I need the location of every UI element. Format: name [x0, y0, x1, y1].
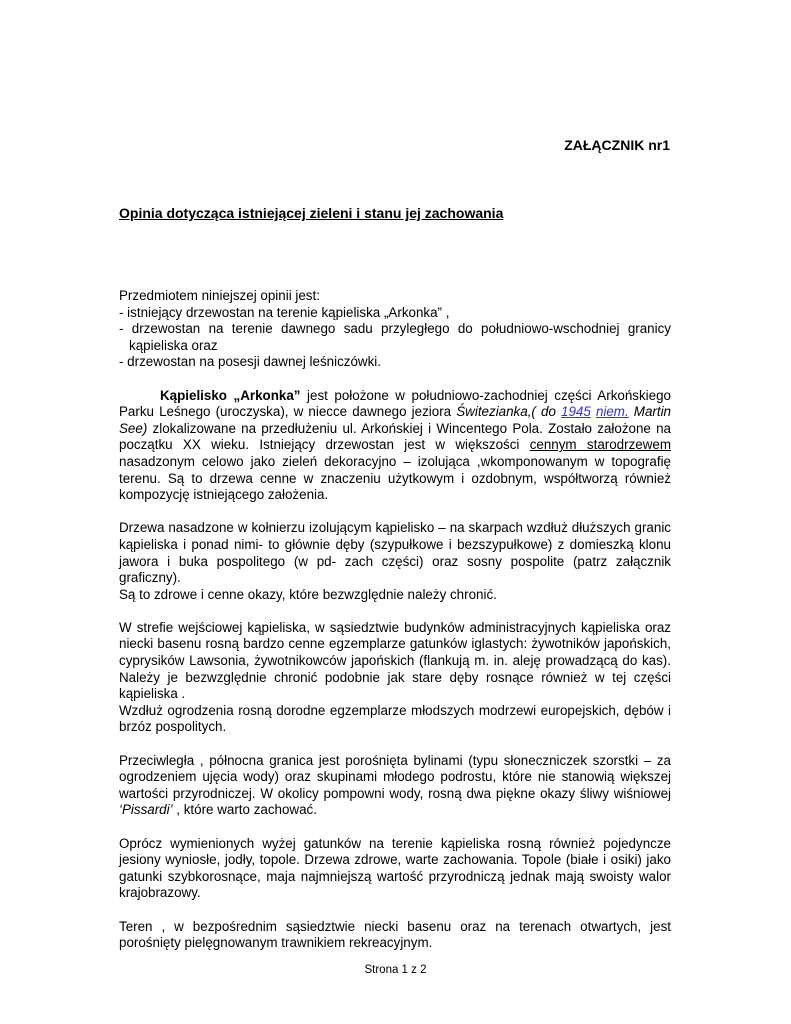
paragraph-text: zlokalizowane na przedłużeniu ul. Arkońskiej i Wincentego Pola. Zostało założone na początku XX wieku. Istniejący drzewostan jest w większości: [119, 420, 671, 453]
paragraph-text: Wzdłuż ogrodzenia rosną dorodne egzemplarze młodszych modrzewi europejskich, dębów i brzóz pospolitych.: [119, 702, 671, 735]
paragraph-text: Są to zdrowe i cenne okazy, które bezwzględnie należy chronić.: [119, 586, 497, 602]
intro-item: - drzewostan na posesji dawnej leśniczówki.: [119, 354, 381, 370]
paragraph-lawn: Teren , w bezpośrednim sąsiedztwie niecki basenu oraz na terenach otwartych, jest porośnięty pielęgnowanym trawnikiem rekreacyjnym.: [119, 918, 671, 951]
paragraph-text: Przeciwległa , północna granica jest porośnięta bylinami (typu słoneczniczek szorstki – za ogrodzeniem ujęcia wody) oraz skupinami młodego podrostu, które nie stanowią większej wartości przyrodniczej. W okolicy pompowni wody, rosną dwa piękne okazy śliwy wiśniowej: [119, 752, 671, 801]
link-niem[interactable]: niem.: [595, 404, 629, 420]
annex-label: ZAŁĄCZNIK nr1: [564, 137, 670, 153]
paragraph-other-species: Oprócz wymienionych wyżej gatunków na terenie kąpieliska rosną również pojedyncze jesiony wyniosłe, jodły, topole. Drzewa zdrowe, warte zachowania. Topole (białe i osiki) jako gatunki szybkorosnące, maja najmniejszą wartość przyrodniczą jednak mają swoisty walor krajobrazowy.: [119, 835, 671, 901]
lake-german-name: Martin See): [119, 404, 672, 436]
document-title: Opinia dotycząca istniejącej zieleni i stanu jej zachowania: [119, 205, 504, 221]
intro-section: [119, 288, 671, 371]
cultivar-name: ‘Pissardi’: [119, 802, 173, 818]
paragraph-text: jest położone w południowo-zachodniej części Arkońskiego Parku Leśnego (uroczyska), w niecce dawnego jeziora: [119, 387, 671, 420]
paragraph-text: W strefie wejściowej kąpieliska, w sąsiedztwie budynków administracyjnych kąpieliska oraz niecki basenu rosną bardzo cenne egzemplarze gatunków iglastych: żywotników japońskich, cyprysików Lawsonia, żywotnikowców japońskich (flankują m. in. aleję prowadzącą do kas). Należy je bezwzględnie chronić podobnie jak stare dęby rosnące również w tej części kąpieliska .: [119, 619, 671, 702]
arkonka-heading: Kąpielisko „Arkonka”: [160, 387, 301, 403]
intro-item: - istniejący drzewostan na terenie kąpieliska „Arkonka” ,: [119, 304, 450, 320]
underlined-phrase: cennym starodrzewem: [529, 437, 671, 453]
intro-item: - drzewostan na terenie dawnego sadu przyległego do południowo-wschodniej granicy kąpieliska oraz: [119, 321, 671, 353]
document-body: [119, 288, 671, 968]
paragraph-text: nasadzonym celowo jako zieleń dekoracyjno – izolująca ,wkomponowanym w topografię terenu. Są to drzewa cenne w znaczeniu użytkowym i ozdobnym, współtworzą również kompozycję istniejącego założenia.: [119, 453, 671, 503]
paragraph-text: , które warto zachować.: [172, 802, 317, 818]
paragraph-north-border: [119, 753, 671, 819]
link-1945[interactable]: 1945: [561, 404, 591, 420]
page-footer: Strona 1 z 2: [364, 964, 427, 976]
lake-name: Świtezianka,( do: [456, 404, 562, 420]
paragraph-collar-trees: [119, 520, 671, 603]
paragraph-text: Drzewa nasadzone w kołnierzu izolującym kąpielisko – na skarpach wzdłuż dłuższych granic kąpieliska i ponad nimi- to głównie dęby (szypułkowe i bezszypułkowe) z domieszką klonu jawora i buka pospolitego (w pd- zach części) oraz sosny pospolite (patrz załącznik graficzny).: [119, 520, 671, 586]
paragraph-arkonka: [119, 388, 671, 504]
intro-lead: Przedmiotem niniejszej opinii jest:: [119, 288, 320, 303]
paragraph-entrance-zone: [119, 620, 671, 736]
